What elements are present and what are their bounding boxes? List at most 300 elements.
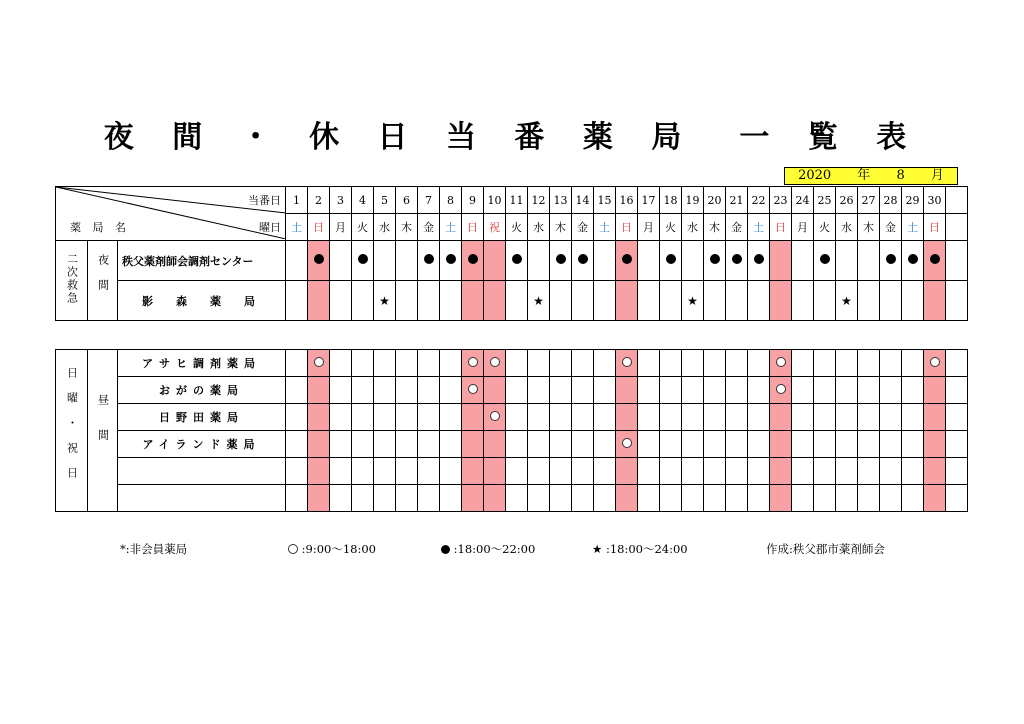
- duty-cell: [550, 458, 572, 485]
- duty-cell: [946, 458, 968, 485]
- circle-icon: [490, 357, 500, 367]
- duty-cell: [792, 458, 814, 485]
- duty-cell: [704, 377, 726, 404]
- duty-cell: [924, 281, 946, 321]
- duty-cell: [550, 431, 572, 458]
- day-number: 29: [902, 187, 924, 214]
- duty-cell: [660, 431, 682, 458]
- duty-cell: [726, 350, 748, 377]
- duty-cell: [638, 241, 660, 281]
- duty-cell: [814, 431, 836, 458]
- legend-non-member: *:非会員薬局: [120, 542, 188, 556]
- duty-cell: [858, 485, 880, 512]
- table-row: [56, 281, 968, 321]
- duty-cell: [748, 377, 770, 404]
- day-number: 9: [462, 187, 484, 214]
- duty-cell: [506, 241, 528, 281]
- duty-cell: [858, 404, 880, 431]
- duty-cell: [352, 350, 374, 377]
- day-number: 27: [858, 187, 880, 214]
- duty-cell: [946, 377, 968, 404]
- duty-cell: [308, 458, 330, 485]
- duty-cell: [506, 377, 528, 404]
- duty-cell: [440, 350, 462, 377]
- dot-icon: [556, 254, 566, 264]
- duty-cell: [528, 431, 550, 458]
- duty-cell: [286, 350, 308, 377]
- duty-cell: [572, 431, 594, 458]
- dot-icon: [424, 254, 434, 264]
- duty-cell: [352, 404, 374, 431]
- table-row: [56, 241, 968, 281]
- duty-cell: [374, 241, 396, 281]
- night-time-label: [88, 241, 118, 321]
- duty-cell: [330, 458, 352, 485]
- weekday: 日: [770, 214, 792, 241]
- duty-cell: [484, 485, 506, 512]
- duty-cell: [550, 350, 572, 377]
- duty-cell: [528, 281, 550, 321]
- duty-cell: [682, 350, 704, 377]
- duty-cell: [594, 458, 616, 485]
- duty-cell: [330, 281, 352, 321]
- circle-icon: [776, 384, 786, 394]
- legend-star: [592, 541, 688, 557]
- weekday: 土: [748, 214, 770, 241]
- dot-icon: [732, 254, 742, 264]
- circle-icon: [930, 357, 940, 367]
- day-time-text: 昼間: [96, 394, 110, 464]
- duty-cell: [352, 281, 374, 321]
- day-number: 2: [308, 187, 330, 214]
- duty-cell: [748, 485, 770, 512]
- duty-cell: [594, 350, 616, 377]
- duty-cell: [462, 350, 484, 377]
- duty-cell: [550, 485, 572, 512]
- day-number: 19: [682, 187, 704, 214]
- duty-cell: [638, 431, 660, 458]
- duty-cell: [352, 485, 374, 512]
- weekday: 月: [792, 214, 814, 241]
- star-icon: ★: [841, 293, 852, 308]
- duty-cell: [616, 431, 638, 458]
- dot-icon: [886, 254, 896, 264]
- duty-cell: [902, 404, 924, 431]
- weekday: 祝: [484, 214, 506, 241]
- duty-cell: [660, 404, 682, 431]
- duty-cell: [902, 350, 924, 377]
- duty-cell: [594, 241, 616, 281]
- weekday: 金: [726, 214, 748, 241]
- weekday: 火: [814, 214, 836, 241]
- weekday: 月: [638, 214, 660, 241]
- duty-cell: [924, 458, 946, 485]
- duty-cell: [814, 458, 836, 485]
- duty-cell: [528, 404, 550, 431]
- duty-cell: [440, 281, 462, 321]
- duty-cell: [660, 241, 682, 281]
- duty-cell: [330, 241, 352, 281]
- duty-cell: [880, 458, 902, 485]
- duty-cell: [286, 241, 308, 281]
- duty-cell: [374, 431, 396, 458]
- dot-icon: [754, 254, 764, 264]
- duty-cell: [330, 431, 352, 458]
- star-icon: ★: [592, 542, 603, 556]
- duty-cell: [396, 431, 418, 458]
- night-group-text: 二次救急: [65, 253, 79, 305]
- duty-cell: [946, 404, 968, 431]
- duty-cell: [836, 485, 858, 512]
- duty-cell: [814, 281, 836, 321]
- duty-cell: [308, 431, 330, 458]
- day-number: 28: [880, 187, 902, 214]
- duty-cell: [594, 431, 616, 458]
- duty-cell: [814, 404, 836, 431]
- duty-cell: [506, 404, 528, 431]
- day-number: 22: [748, 187, 770, 214]
- duty-cell: [506, 431, 528, 458]
- weekday: 火: [506, 214, 528, 241]
- duty-cell: [616, 485, 638, 512]
- duty-cell: [682, 431, 704, 458]
- duty-cell: [418, 377, 440, 404]
- dot-icon: [468, 254, 478, 264]
- duty-cell: [462, 404, 484, 431]
- day-number: 8: [440, 187, 462, 214]
- duty-cell: [880, 431, 902, 458]
- day-number: 7: [418, 187, 440, 214]
- dot-icon: [578, 254, 588, 264]
- duty-cell: [682, 377, 704, 404]
- night-group-label: [56, 241, 88, 321]
- duty-cell: [308, 485, 330, 512]
- duty-cell: [792, 350, 814, 377]
- duty-cell: [374, 350, 396, 377]
- duty-cell: [792, 404, 814, 431]
- duty-cell: [638, 485, 660, 512]
- dot-icon: [666, 254, 676, 264]
- day-number: 23: [770, 187, 792, 214]
- duty-cell: [638, 350, 660, 377]
- duty-cell: [704, 404, 726, 431]
- duty-cell: [924, 404, 946, 431]
- pharmacy-name: 影 森 薬 局: [118, 281, 286, 321]
- duty-cell: [770, 281, 792, 321]
- duty-cell: [286, 404, 308, 431]
- legend-circle: [288, 541, 376, 557]
- duty-cell: [352, 241, 374, 281]
- day-group-label: [56, 350, 88, 512]
- duty-cell: [572, 281, 594, 321]
- weekday: 金: [572, 214, 594, 241]
- duty-cell: [792, 281, 814, 321]
- duty-cell: [880, 377, 902, 404]
- duty-cell: [814, 377, 836, 404]
- duty-cell: [836, 377, 858, 404]
- duty-cell: [440, 377, 462, 404]
- weekday: 水: [836, 214, 858, 241]
- dot-icon: [446, 254, 456, 264]
- duty-cell: [374, 281, 396, 321]
- duty-cell: [330, 404, 352, 431]
- dot-icon: [441, 545, 450, 554]
- day-number: 24: [792, 187, 814, 214]
- duty-cell: [528, 485, 550, 512]
- duty-cell: [484, 281, 506, 321]
- weekday: 土: [902, 214, 924, 241]
- duty-cell: [946, 431, 968, 458]
- duty-cell: [858, 458, 880, 485]
- duty-cell: [528, 377, 550, 404]
- day-number: 26: [836, 187, 858, 214]
- day-number: 20: [704, 187, 726, 214]
- duty-cell: [748, 241, 770, 281]
- star-icon: ★: [379, 293, 390, 308]
- duty-cell: [660, 485, 682, 512]
- duty-cell: [660, 458, 682, 485]
- weekday: 日: [462, 214, 484, 241]
- duty-cell: [462, 458, 484, 485]
- duty-cell: [814, 485, 836, 512]
- table-row: [56, 404, 968, 431]
- weekday: 火: [660, 214, 682, 241]
- duty-cell: [858, 281, 880, 321]
- duty-cell: [638, 377, 660, 404]
- year-unit: 年: [857, 168, 871, 183]
- night-time-text: 夜間: [96, 254, 110, 304]
- duty-cell: [770, 377, 792, 404]
- duty-cell: [418, 431, 440, 458]
- weekday: 月: [330, 214, 352, 241]
- duty-cell: [924, 431, 946, 458]
- duty-cell: [792, 431, 814, 458]
- duty-cell: [836, 404, 858, 431]
- duty-cell: [638, 281, 660, 321]
- duty-cell: [396, 485, 418, 512]
- year-month-box: [784, 167, 958, 185]
- duty-cell: [660, 281, 682, 321]
- duty-cell: [858, 431, 880, 458]
- duty-cell: [726, 404, 748, 431]
- duty-cell: [286, 377, 308, 404]
- duty-cell: [330, 377, 352, 404]
- duty-cell: [902, 485, 924, 512]
- circle-icon: [288, 544, 298, 554]
- dot-icon: [358, 254, 368, 264]
- weekday: 日: [308, 214, 330, 241]
- duty-cell: [374, 485, 396, 512]
- duty-cell: [528, 350, 550, 377]
- duty-cell: [726, 485, 748, 512]
- weekday: 水: [682, 214, 704, 241]
- duty-cell: [902, 241, 924, 281]
- duty-cell: [528, 458, 550, 485]
- duty-cell: [506, 458, 528, 485]
- weekday: 木: [704, 214, 726, 241]
- duty-cell: [616, 350, 638, 377]
- duty-cell: [572, 404, 594, 431]
- duty-cell: [418, 241, 440, 281]
- duty-cell: [638, 404, 660, 431]
- duty-cell: [440, 431, 462, 458]
- duty-cell: [506, 485, 528, 512]
- duty-cell: [330, 350, 352, 377]
- duty-cell: [946, 485, 968, 512]
- duty-cell: [572, 350, 594, 377]
- duty-cell: [484, 377, 506, 404]
- duty-cell: [836, 458, 858, 485]
- table-row: [56, 350, 968, 377]
- year-value: 2020: [798, 168, 832, 183]
- duty-cell: [660, 377, 682, 404]
- day-number: 16: [616, 187, 638, 214]
- weekday: 木: [550, 214, 572, 241]
- duty-cell: [836, 431, 858, 458]
- duty-cell: [880, 485, 902, 512]
- duty-cell: [462, 431, 484, 458]
- duty-cell: [330, 485, 352, 512]
- duty-cell: [616, 377, 638, 404]
- duty-cell: [616, 458, 638, 485]
- table-row: [56, 377, 968, 404]
- duty-cell: [682, 241, 704, 281]
- day-group-text: 日曜・祝日: [65, 366, 79, 492]
- duty-cell: [396, 350, 418, 377]
- duty-cell: [462, 485, 484, 512]
- duty-cell: [550, 241, 572, 281]
- duty-cell: [506, 281, 528, 321]
- day-number: 1: [286, 187, 308, 214]
- duty-cell: [924, 241, 946, 281]
- duty-cell: [308, 377, 330, 404]
- legend-circle-text: :9:00～18:00: [301, 542, 376, 556]
- dot-icon: [710, 254, 720, 264]
- month-value: 8: [896, 168, 905, 183]
- duty-cell: [660, 350, 682, 377]
- duty-cell: [770, 404, 792, 431]
- duty-cell: [572, 241, 594, 281]
- duty-cell: [902, 281, 924, 321]
- dot-icon: [908, 254, 918, 264]
- duty-cell: [726, 241, 748, 281]
- duty-cell: [704, 241, 726, 281]
- duty-cell: [682, 404, 704, 431]
- date-label: 当番日: [248, 194, 282, 207]
- weekday: 土: [286, 214, 308, 241]
- weekday: 金: [418, 214, 440, 241]
- day-number: 21: [726, 187, 748, 214]
- duty-cell: [550, 377, 572, 404]
- duty-cell: [528, 241, 550, 281]
- duty-cell: [594, 377, 616, 404]
- weekday: 日: [924, 214, 946, 241]
- duty-cell: [352, 458, 374, 485]
- day-number: 15: [594, 187, 616, 214]
- dot-icon: [622, 254, 632, 264]
- weekday: 火: [352, 214, 374, 241]
- duty-cell: [418, 350, 440, 377]
- duty-cell: [770, 431, 792, 458]
- star-icon: ★: [533, 293, 544, 308]
- page-title: 夜 間 ・ 休 日 当 番 薬 局 一 覧 表: [103, 120, 921, 155]
- duty-cell: [396, 377, 418, 404]
- duty-cell: [770, 241, 792, 281]
- duty-cell: [308, 281, 330, 321]
- duty-cell: [638, 458, 660, 485]
- duty-cell: [308, 241, 330, 281]
- duty-cell: [726, 431, 748, 458]
- duty-cell: [462, 281, 484, 321]
- duty-cell: [704, 485, 726, 512]
- duty-cell: [726, 458, 748, 485]
- duty-cell: [792, 377, 814, 404]
- duty-cell: [880, 241, 902, 281]
- duty-cell: [836, 281, 858, 321]
- weekday: 土: [440, 214, 462, 241]
- circle-icon: [468, 384, 478, 394]
- duty-cell: [924, 485, 946, 512]
- duty-cell: [352, 431, 374, 458]
- dot-icon: [930, 254, 940, 264]
- pharmacy-name: 日野田薬局: [118, 404, 286, 431]
- duty-cell: [880, 350, 902, 377]
- duty-cell: [770, 350, 792, 377]
- star-icon: ★: [687, 293, 698, 308]
- circle-icon: [776, 357, 786, 367]
- legend-author: 作成:秩父郡市薬剤師会: [766, 542, 885, 556]
- day-number: 17: [638, 187, 660, 214]
- weekday: 木: [858, 214, 880, 241]
- duty-cell: [484, 404, 506, 431]
- day-duty-table: [55, 349, 968, 512]
- duty-cell: [418, 281, 440, 321]
- duty-cell: [946, 350, 968, 377]
- day-number: 25: [814, 187, 836, 214]
- duty-cell: [704, 350, 726, 377]
- duty-cell: [352, 377, 374, 404]
- duty-cell: [396, 281, 418, 321]
- duty-cell: [374, 404, 396, 431]
- duty-cell: [572, 377, 594, 404]
- duty-cell: [594, 404, 616, 431]
- weekday: 木: [396, 214, 418, 241]
- duty-cell: [418, 458, 440, 485]
- duty-cell: [418, 485, 440, 512]
- duty-cell: [484, 431, 506, 458]
- legend-dot: [441, 541, 535, 557]
- pharmacy-name: アサヒ調剤薬局: [118, 350, 286, 377]
- day-number: 3: [330, 187, 352, 214]
- duty-cell: [704, 431, 726, 458]
- duty-cell: [880, 404, 902, 431]
- duty-cell: [440, 404, 462, 431]
- duty-cell: [462, 241, 484, 281]
- pharmacy-name: [118, 485, 286, 512]
- circle-icon: [314, 357, 324, 367]
- legend-star-text: :18:00～24:00: [605, 542, 688, 556]
- table-row: [56, 431, 968, 458]
- duty-cell: [748, 281, 770, 321]
- day-number: 18: [660, 187, 682, 214]
- duty-cell: [616, 241, 638, 281]
- month-unit: 月: [930, 168, 944, 183]
- duty-cell: [308, 404, 330, 431]
- duty-cell: [396, 241, 418, 281]
- dot-icon: [820, 254, 830, 264]
- duty-cell: [286, 485, 308, 512]
- duty-cell: [880, 281, 902, 321]
